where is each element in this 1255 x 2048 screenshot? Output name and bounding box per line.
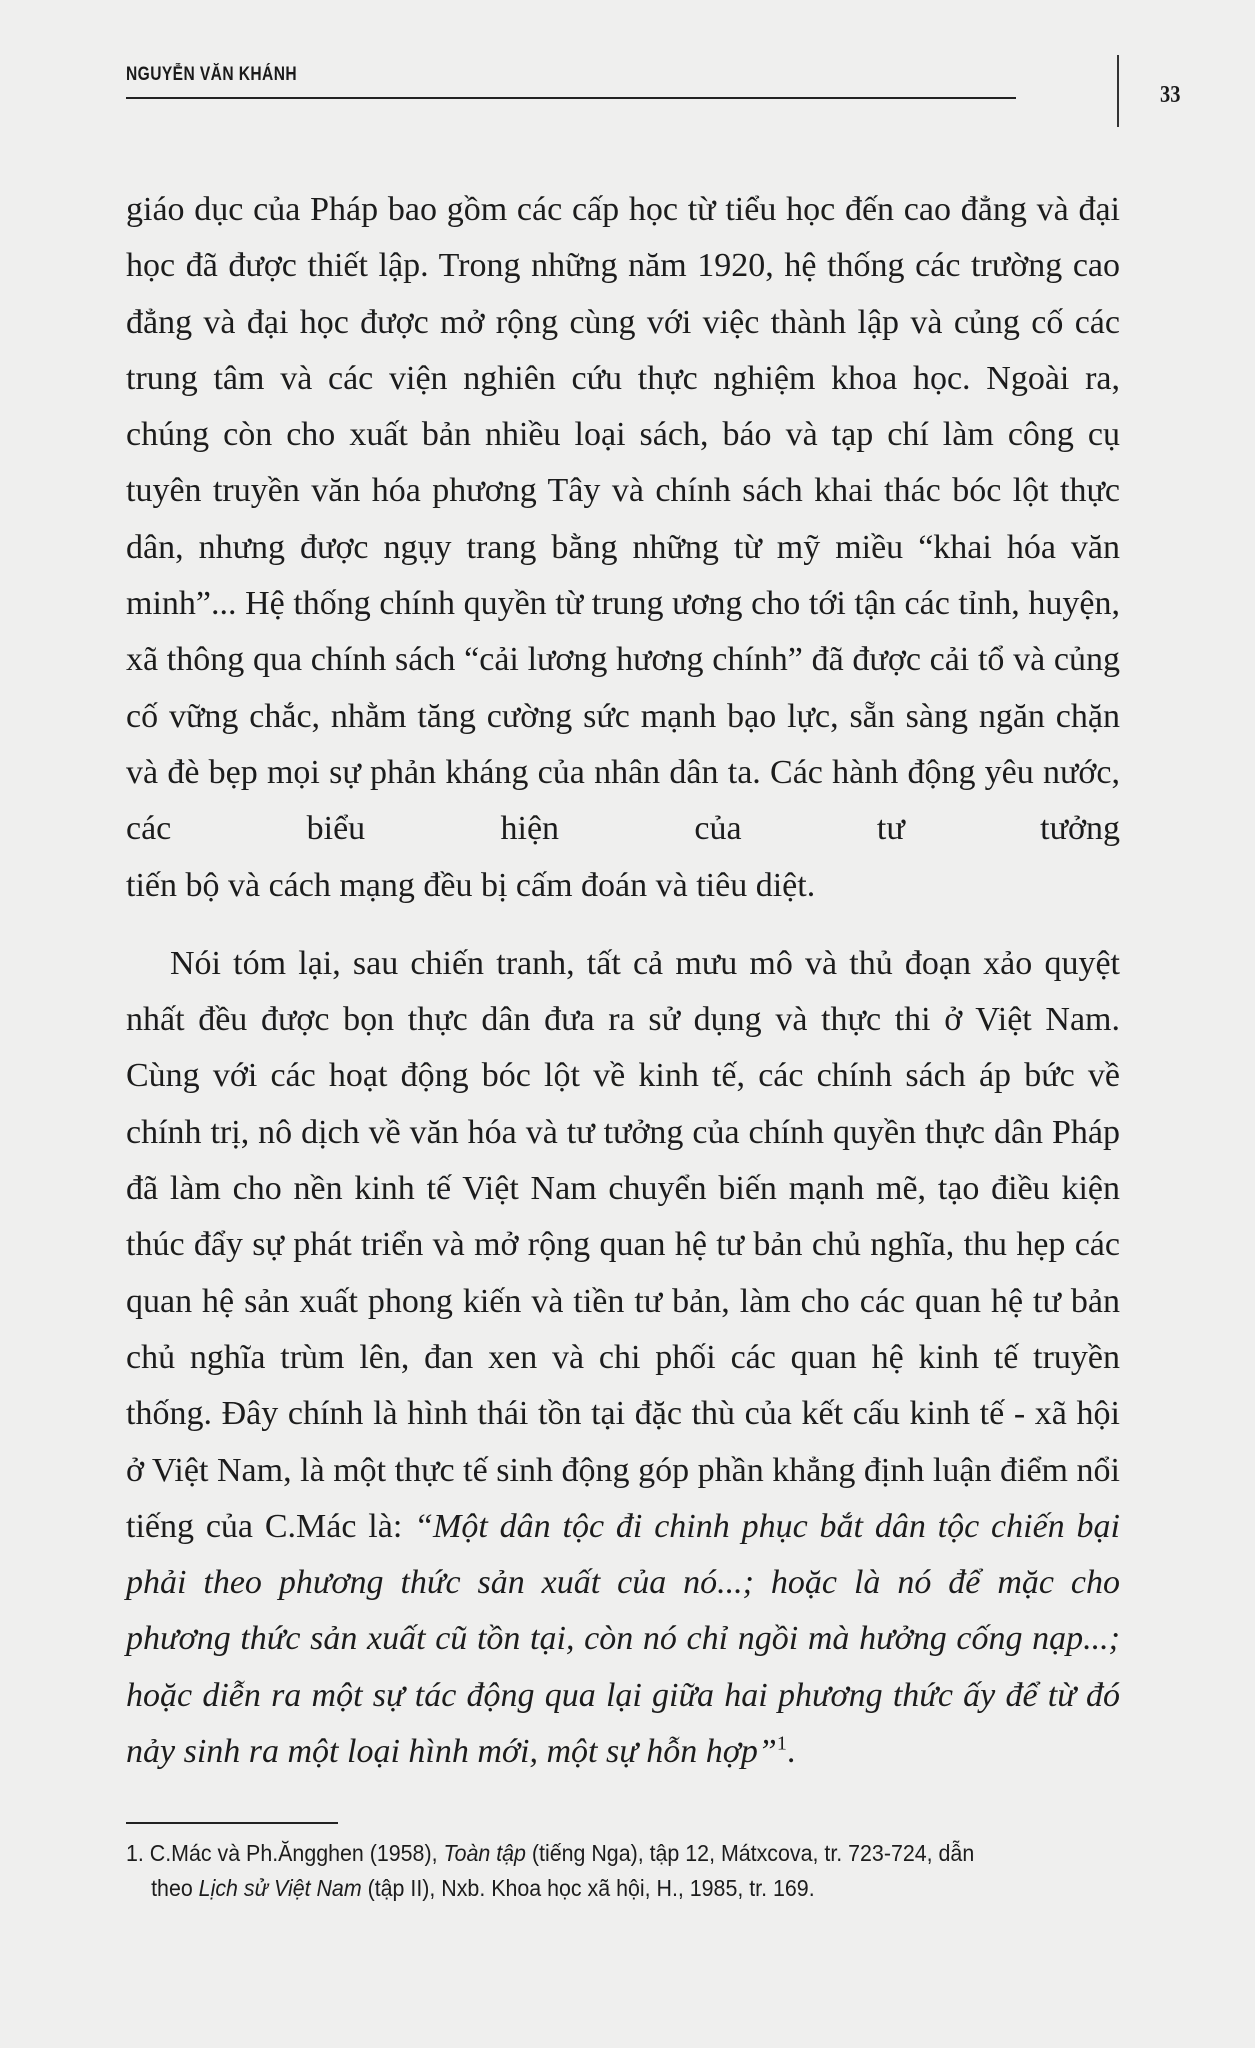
p2-text: Nói tóm lại, sau chiến tranh, tất cả mưu mô và thủ đoạn xảo quyệt nhất đều được bọn thực dân đưa ra sử dụng và thực thi ở Việt Nam. Cùng với các hoạt động bóc lột về kinh tế, các chính sách áp bức về chính trị, nô dịch về văn hóa và tư tưởng của chính quyền thực dân Pháp đã làm cho nền kinh tế Việt Nam chuyển biến mạnh mẽ, tạo điều kiện thúc đẩy sự phát triển và mở rộng quan hệ tư bản chủ nghĩa, thu hẹp các quan hệ sản xuất phong kiến và tiền tư bản, làm cho các quan hệ tư bản chủ nghĩa trùm lên, đan xen và chi phối các quan hệ kinh tế truyền thống. Đây chính là hình thái tồn tại đặc thù của kết cấu kinh tế - xã hội ở Việt Nam, là một thực tế sinh động góp phần khẳng định luận điểm nổi tiếng của C.Mác là: xyxy=(126,944,1120,1545)
footnote-ref[interactable]: 1 xyxy=(776,1732,787,1755)
page-number: 33 xyxy=(1160,82,1181,108)
footnote-title: Toàn tập xyxy=(443,1840,526,1866)
p1-line: công cụ tuyên truyền văn hóa phương Tây và chính sách khai thác xyxy=(126,416,1121,510)
p1-line: bóc lột thực dân, nhưng được ngụy trang bằng những từ mỹ miều xyxy=(126,472,1121,566)
header-author: NGUYỄN VĂN KHÁNH xyxy=(126,64,298,85)
footnote-title: Lịch sử Việt Nam xyxy=(198,1875,362,1901)
footnote-rule xyxy=(126,1822,338,1824)
p1-line: nhân dân ta. Các hành động yêu nước, các biểu hiện của tư tưởng xyxy=(126,753,1121,848)
marx-quote: “Một dân tộc đi chinh phục bắt dân tộc chiến bại phải theo phương thức sản xuất của nó...; hoặc là nó để mặc cho phương thức sản xuất cũ tồn tại, còn nó chỉ ngồi mà hưởng cống nạp...; hoặc diễn ra một sự tác động qua lại giữa hai phương thức ấy để từ đó nảy sinh ra một loại hình mới, một sự hỗn hợp” xyxy=(126,1507,1120,1771)
header-divider xyxy=(1117,55,1119,127)
p1-line: trường cao đẳng và đại học được mở rộng cùng với việc thành lập và xyxy=(126,247,1121,341)
p1-line: và đại học đã được thiết lập. Trong những năm 1920, hệ thống các xyxy=(126,191,1120,285)
footnote-text: 1. C.Mác và Ph.Ăngghen (1958), xyxy=(126,1840,444,1866)
p1-line: giáo dục của Pháp bao gồm các cấp học từ tiểu học đến cao đẳng xyxy=(126,191,1027,228)
p1-line: chính” đã được cải tổ và củng cố vững chắc, nhằm tăng cường sức xyxy=(126,641,1121,735)
footnote-text: (tiếng Nga), tập 12, Mátxcova, tr. 723-724, dẫn xyxy=(525,1840,975,1866)
footnote-line-2 xyxy=(126,1871,1056,1906)
running-header xyxy=(126,64,1016,104)
paragraph-1-last-line xyxy=(126,858,1120,914)
p1-line: “khai hóa văn minh”... Hệ thống chính quyền từ trung ương cho xyxy=(126,528,1120,623)
paragraph-2 xyxy=(126,936,1120,1780)
p1-line: mạnh bạo lực, sẵn sàng ngăn chặn và đè bẹp mọi sự phản kháng của xyxy=(126,697,1120,791)
footnote-text: theo xyxy=(151,1875,199,1901)
p2-end: . xyxy=(786,1733,796,1771)
header-rule xyxy=(126,97,1016,99)
paragraph-1 xyxy=(126,182,1120,858)
p1-line: Ngoài ra, chúng còn cho xuất bản nhiều loại sách, báo và tạp chí làm xyxy=(126,359,1121,454)
footnote-line-1 xyxy=(126,1836,1056,1871)
footnote xyxy=(126,1836,1056,1906)
body-text xyxy=(126,182,1120,1780)
p1-line: củng cố các trung tâm và các viện nghiên cứu thực nghiệm khoa học. xyxy=(126,303,1120,397)
footnote-text: (tập II), Nxb. Khoa học xã hội, H., 1985, tr. 169. xyxy=(361,1875,815,1901)
p1-line: tiến bộ và cách mạng đều bị cấm đoán và tiêu diệt. xyxy=(126,866,816,904)
p1-line: tới tận các tỉnh, huyện, xã thông qua chính sách “cải lương hương xyxy=(126,585,1121,679)
